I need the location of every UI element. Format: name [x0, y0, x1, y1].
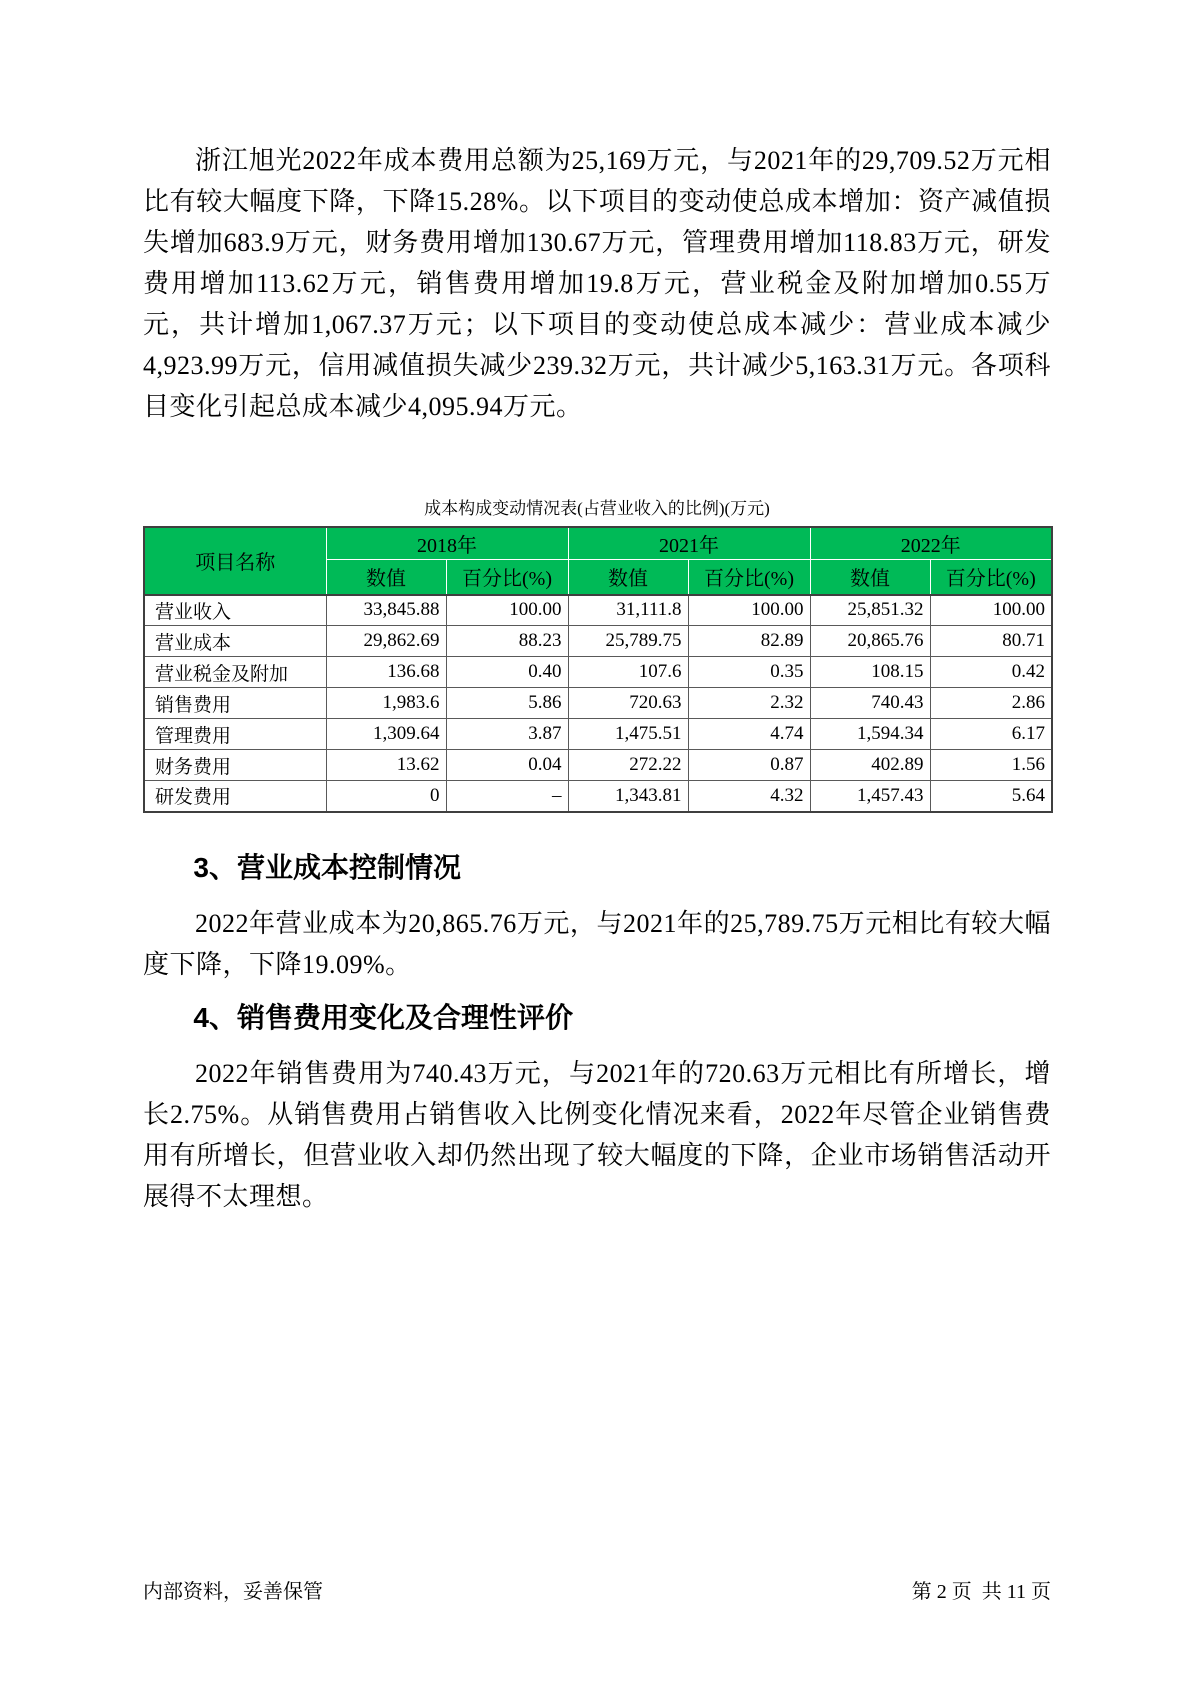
cell-pct: 5.86 [446, 688, 568, 719]
table-row [144, 657, 1052, 688]
table-row [144, 688, 1052, 719]
section-3-paragraph: 2022年营业成本为20,865.76万元，与2021年的25,789.75万元相比有较大幅度下降，下降19.09%。 [143, 908, 1051, 979]
cell-pct: 100.00 [930, 595, 1052, 626]
footer-confidential-note: 内部资料，妥善保管 [143, 1581, 323, 1603]
row-label: 营业收入 [144, 595, 326, 626]
table-row [144, 626, 1052, 657]
cell-value: 1,983.6 [326, 688, 446, 719]
footer-page-number: 第 2 页 共 11 页 [911, 1581, 1051, 1603]
row-label: 管理费用 [144, 719, 326, 750]
cell-value: 1,457.43 [810, 781, 930, 812]
section-4-paragraph: 2022年销售费用为740.43万元，与2021年的720.63万元相比有所增长，增长2.75%。从销售费用占销售收入比例变化情况来看，2022年尽管企业销售费用有所增长，但营业收入却仍然出现了较大幅度的下降，企业市场销售活动开展得不太理想。 [143, 1058, 1051, 1211]
header-value-2022: 数值 [810, 560, 930, 595]
cell-pct: 80.71 [930, 626, 1052, 657]
cell-pct: 100.00 [446, 595, 568, 626]
cell-pct: – [446, 781, 568, 812]
cell-value: 1,594.34 [810, 719, 930, 750]
cell-pct: 0.87 [688, 750, 810, 781]
cell-pct: 82.89 [688, 626, 810, 657]
table-row [144, 595, 1052, 626]
cell-value: 13.62 [326, 750, 446, 781]
section-4-heading: 4、销售费用变化及合理性评价 [193, 1001, 573, 1033]
cell-pct: 0.40 [446, 657, 568, 688]
cell-pct: 2.86 [930, 688, 1052, 719]
row-label: 营业成本 [144, 626, 326, 657]
table-row [144, 719, 1052, 750]
cell-value: 0 [326, 781, 446, 812]
cell-pct: 5.64 [930, 781, 1052, 812]
header-pct-2018: 百分比(%) [446, 560, 568, 595]
row-label: 研发费用 [144, 781, 326, 812]
cost-structure-table [143, 526, 1053, 813]
row-label: 财务费用 [144, 750, 326, 781]
section-3-heading: 3、营业成本控制情况 [193, 851, 461, 883]
cell-value: 29,862.69 [326, 626, 446, 657]
header-year-2021: 2021年 [568, 527, 810, 560]
intro-paragraph: 浙江旭光2022年成本费用总额为25,169万元，与2021年的29,709.52万元相比有较大幅度下降，下降15.28%。以下项目的变动使总成本增加：资产减值损失增加683.9万元，财务费用增加130.67万元，管理费用增加118.83万元，研发费用增加113.62万元，销售费用增加19.8万元，营业税金及附加增加0.55万元，共计增加1,067.37万元；以下项目的变动使总成本减少：营业成本减少4,923.99万元，信用减值损失减少239.32万元，共计减少5,163.31万元。各项科目变化引起总成本减少4,095.94万元。 [143, 146, 1051, 421]
cell-value: 33,845.88 [326, 595, 446, 626]
cell-value: 1,343.81 [568, 781, 688, 812]
header-pct-2022: 百分比(%) [930, 560, 1052, 595]
cell-value: 1,309.64 [326, 719, 446, 750]
header-value-2018: 数值 [326, 560, 446, 595]
cell-value: 107.6 [568, 657, 688, 688]
header-year-2022: 2022年 [810, 527, 1052, 560]
cell-pct: 100.00 [688, 595, 810, 626]
header-row-years [144, 527, 1052, 560]
cell-pct: 4.74 [688, 719, 810, 750]
cell-value: 20,865.76 [810, 626, 930, 657]
cell-value: 740.43 [810, 688, 930, 719]
cell-value: 31,111.8 [568, 595, 688, 626]
cell-value: 720.63 [568, 688, 688, 719]
cell-pct: 0.42 [930, 657, 1052, 688]
table-row [144, 750, 1052, 781]
cell-pct: 0.35 [688, 657, 810, 688]
cell-value: 1,475.51 [568, 719, 688, 750]
cell-value: 402.89 [810, 750, 930, 781]
header-value-2021: 数值 [568, 560, 688, 595]
cell-pct: 1.56 [930, 750, 1052, 781]
cell-pct: 3.87 [446, 719, 568, 750]
cell-pct: 2.32 [688, 688, 810, 719]
cell-value: 25,851.32 [810, 595, 930, 626]
row-label: 销售费用 [144, 688, 326, 719]
cell-value: 108.15 [810, 657, 930, 688]
cell-pct: 4.32 [688, 781, 810, 812]
cell-pct: 0.04 [446, 750, 568, 781]
header-item-name: 项目名称 [144, 527, 326, 595]
cost-table-caption: 成本构成变动情况表(占营业收入的比例)(万元) [424, 499, 770, 518]
cell-value: 136.68 [326, 657, 446, 688]
cell-value: 272.22 [568, 750, 688, 781]
table-row [144, 781, 1052, 812]
cell-pct: 88.23 [446, 626, 568, 657]
page-footer [143, 1575, 1051, 1604]
header-pct-2021: 百分比(%) [688, 560, 810, 595]
row-label: 营业税金及附加 [144, 657, 326, 688]
cell-pct: 6.17 [930, 719, 1052, 750]
header-year-2018: 2018年 [326, 527, 568, 560]
page-content [143, 140, 1051, 1217]
cell-value: 25,789.75 [568, 626, 688, 657]
